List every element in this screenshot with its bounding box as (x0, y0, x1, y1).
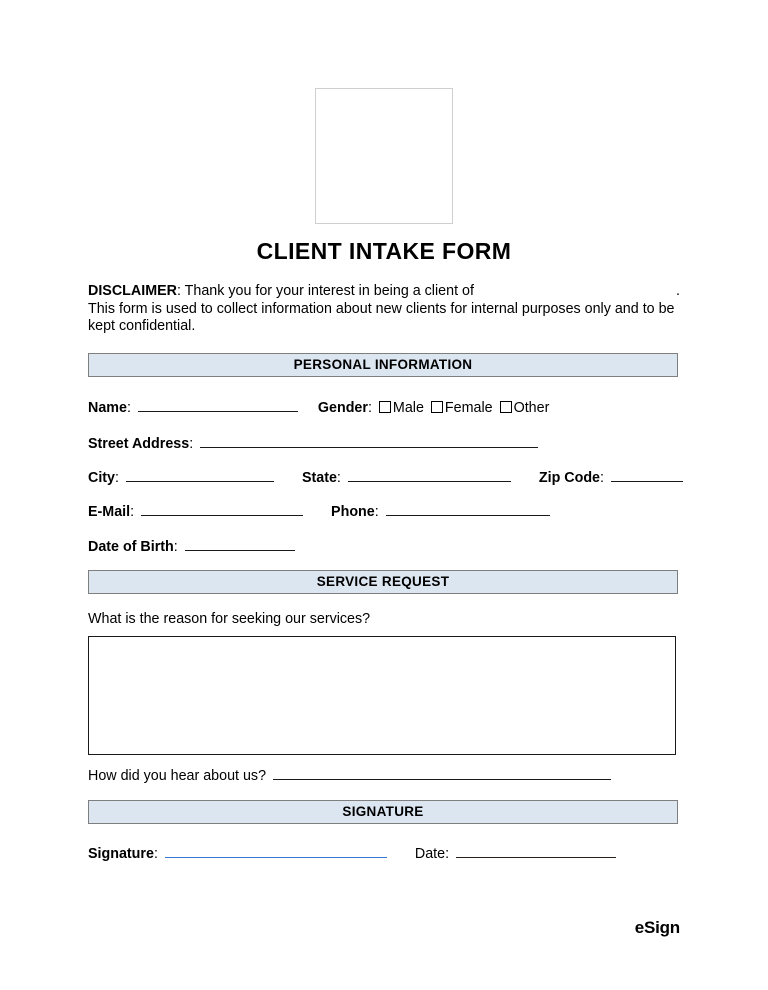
section-header-signature: SIGNATURE (88, 800, 678, 824)
email-label: E-Mail: (88, 504, 135, 520)
date-input[interactable] (456, 843, 616, 858)
company-logo-placeholder[interactable] (315, 88, 453, 224)
email-input[interactable] (141, 501, 303, 516)
signature-label: Signature: (88, 846, 158, 862)
state-label: State: (301, 470, 341, 486)
field-row-street-address (88, 433, 688, 452)
disclaimer-trailing-period: . (676, 283, 680, 299)
reason-question-label: What is the reason for seeking our services? (88, 611, 371, 627)
name-input[interactable] (138, 397, 298, 412)
disclaimer-line-3: to be kept confidential. (88, 300, 675, 334)
gender-checkbox-other[interactable] (500, 401, 512, 413)
how-did-you-hear-label: How did you hear about us? (88, 768, 267, 784)
date-of-birth-input[interactable] (185, 536, 295, 551)
field-row-how-did-you-hear (88, 765, 688, 784)
gender-option-other-label: Other (513, 400, 550, 416)
reason-textarea[interactable] (88, 636, 676, 755)
city-label: City: (88, 470, 119, 486)
logo-placeholder-container (0, 88, 768, 229)
gender-option-male-label: Male (392, 400, 424, 416)
phone-label: Phone: (331, 504, 379, 520)
disclaimer-label-colon: : (176, 283, 185, 299)
gender-checkbox-male[interactable] (379, 401, 391, 413)
gender-label: Gender: (317, 400, 372, 416)
page-title: CLIENT INTAKE FORM (256, 238, 512, 264)
zip-code-input[interactable] (611, 467, 683, 482)
field-row-email-phone (88, 501, 688, 520)
disclaimer-paragraph (88, 283, 680, 336)
field-row-date-of-birth (88, 536, 688, 555)
disclaimer-line-1: Thank you for your interest in being a client of (184, 283, 474, 299)
name-label: Name: (88, 400, 131, 416)
field-row-name-gender (88, 397, 688, 416)
how-did-you-hear-input[interactable] (273, 765, 611, 780)
signature-input[interactable] (165, 843, 387, 858)
disclaimer-line-2: This form is used to collect information about new clients for internal purposes only and (88, 300, 639, 317)
phone-input[interactable] (386, 501, 550, 516)
street-address-label: Street Address: (88, 436, 194, 452)
state-input[interactable] (348, 467, 511, 482)
street-address-input[interactable] (200, 433, 538, 448)
gender-option-female-label: Female (444, 400, 493, 416)
esign-logo: eSign (634, 918, 680, 937)
zip-code-label: Zip Code: (538, 470, 604, 486)
date-label: Date: (414, 846, 450, 862)
section-header-personal-information: PERSONAL INFORMATION (88, 353, 678, 377)
date-of-birth-label: Date of Birth: (88, 539, 178, 555)
field-row-signature-date (88, 843, 688, 862)
field-row-city-state-zip (88, 467, 688, 486)
gender-checkbox-female[interactable] (431, 401, 443, 413)
section-header-service-request: SERVICE REQUEST (88, 570, 678, 594)
disclaimer-label: DISCLAIMER (88, 283, 177, 299)
city-input[interactable] (126, 467, 274, 482)
